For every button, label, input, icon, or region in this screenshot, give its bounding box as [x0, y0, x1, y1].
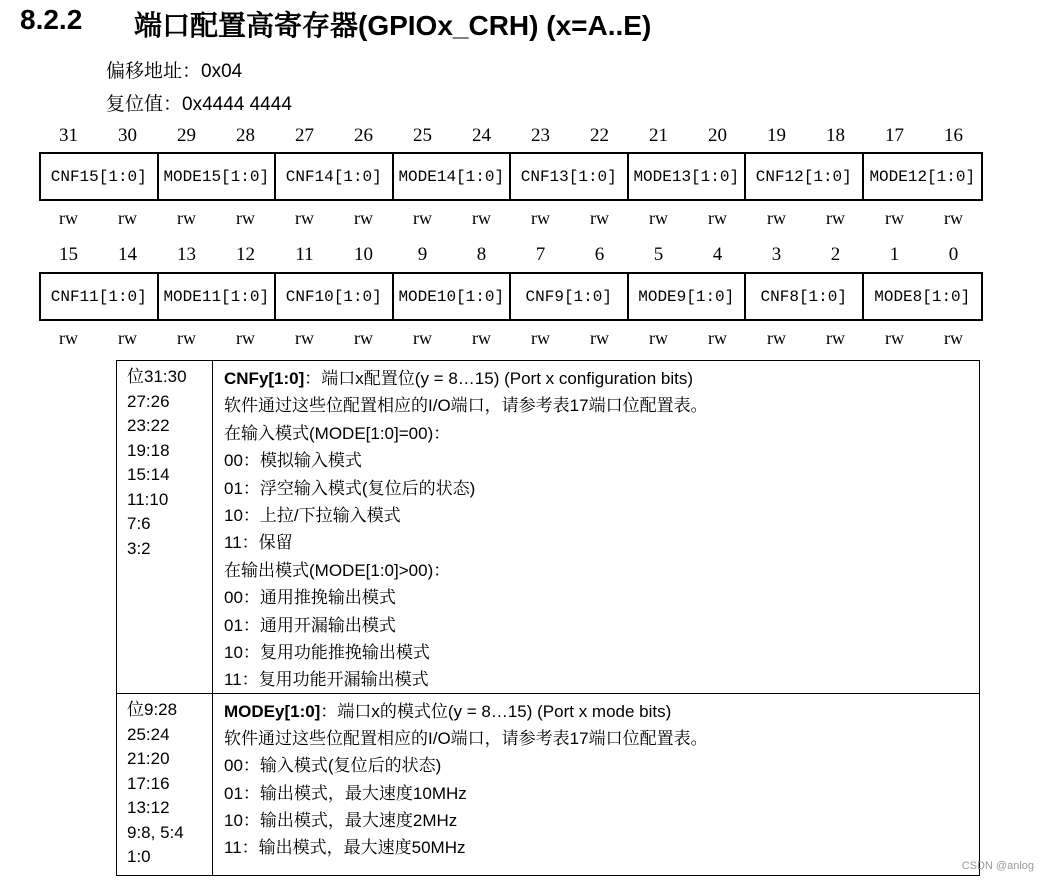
- description-line: 10：复用功能推挽输出模式: [224, 643, 430, 663]
- access-label: rw: [767, 328, 786, 348]
- register-field: CNF13[1:0]: [511, 154, 629, 199]
- description-line: 00：输入模式(复位后的状态): [224, 756, 442, 776]
- access-label: rw: [590, 208, 609, 228]
- bit-range: 位9:28: [127, 700, 178, 719]
- mode-description-row: [117, 694, 979, 875]
- access-label: rw: [708, 328, 727, 348]
- register-field: CNF9[1:0]: [511, 274, 629, 319]
- description-line: 11：保留: [224, 533, 293, 553]
- access-label: rw: [531, 328, 550, 348]
- bit-range: 19:18: [127, 440, 170, 460]
- access-label: rw: [472, 328, 491, 348]
- bit-number: 21: [649, 125, 668, 146]
- description-line: 01：通用开漏输出模式: [224, 615, 396, 635]
- description-line: 01：浮空输入模式(复位后的状态): [224, 478, 476, 498]
- bit-number: 6: [594, 244, 605, 265]
- section-number: 8.2.2: [20, 4, 83, 35]
- access-label: rw: [177, 208, 196, 228]
- bit-number: 12: [236, 244, 255, 265]
- bit-number: 0: [948, 244, 959, 265]
- access-label: rw: [413, 328, 432, 348]
- cnf-title-text: ：端口x配置位(y = 8…15) (Port x configuration bits): [304, 369, 694, 388]
- description-line: 10：上拉/下拉输入模式: [224, 506, 401, 526]
- bit-number: 11: [295, 244, 314, 265]
- cnf-field-name: CNFy[1:0]: [224, 369, 305, 388]
- bit-number: 17: [885, 125, 904, 146]
- watermark: CSDN @anlog: [961, 860, 1034, 872]
- register-field: CNF12[1:0]: [746, 154, 864, 199]
- bit-number: 13: [177, 244, 196, 265]
- access-label: rw: [295, 208, 314, 228]
- access-label: rw: [59, 328, 78, 348]
- cnf-bit-positions: [117, 361, 213, 693]
- access-label: rw: [236, 208, 255, 228]
- bit-number: 1: [889, 244, 900, 265]
- bit-number: 29: [177, 125, 196, 146]
- register-field: CNF15[1:0]: [41, 154, 159, 199]
- register-field: MODE9[1:0]: [629, 274, 747, 319]
- bit-range: 3:2: [127, 538, 151, 558]
- lower-register-fields: [39, 272, 983, 321]
- access-label: rw: [354, 328, 373, 348]
- bit-range: 23:22: [127, 416, 170, 435]
- cnf-title: [224, 365, 975, 392]
- bit-range: 位31:30: [127, 367, 187, 386]
- register-field: MODE14[1:0]: [394, 154, 512, 199]
- bit-range: 15:14: [127, 465, 170, 484]
- bit-number: 10: [354, 244, 373, 265]
- lower-bit-numbers: [39, 244, 983, 268]
- bit-range: 11:10: [127, 489, 169, 509]
- access-label: rw: [649, 208, 668, 228]
- bit-number: 16: [944, 125, 963, 146]
- access-label: rw: [944, 328, 963, 348]
- description-line: 软件通过这些位配置相应的I/O端口，请参考表17端口位配置表。: [224, 729, 708, 749]
- register-field: MODE12[1:0]: [869, 167, 976, 186]
- mode-bit-positions: [117, 694, 213, 875]
- description-line: 在输出模式(MODE[1:0]>00)：: [224, 560, 451, 580]
- access-label: rw: [472, 208, 491, 228]
- bit-number: 23: [531, 125, 550, 146]
- bit-number: 5: [653, 244, 664, 265]
- bit-number: 7: [535, 244, 546, 265]
- bit-number: 14: [118, 244, 137, 265]
- access-label: rw: [826, 328, 845, 348]
- access-label: rw: [531, 208, 550, 228]
- bit-number: 19: [767, 125, 786, 146]
- upper-access-row: [39, 208, 983, 232]
- description-line: 01：输出模式，最大速度10MHz: [224, 783, 467, 803]
- description-line: 00：模拟输入模式: [224, 451, 362, 471]
- bit-number: 30: [118, 125, 137, 146]
- register-field: CNF10[1:0]: [276, 274, 394, 319]
- upper-bit-numbers: [39, 125, 983, 149]
- upper-register-fields: [39, 152, 983, 201]
- bit-range: 1:0: [127, 847, 151, 866]
- access-label: rw: [295, 328, 314, 348]
- access-label: rw: [826, 208, 845, 228]
- cnf-description: [224, 365, 975, 694]
- bit-range: 13:12: [127, 798, 170, 817]
- bit-number: 3: [771, 244, 782, 265]
- cnf-description-row: [117, 361, 979, 694]
- description-line: 11：复用功能开漏输出模式: [224, 670, 429, 690]
- register-field: MODE11[1:0]: [159, 274, 277, 319]
- access-label: rw: [590, 328, 609, 348]
- access-label: rw: [944, 208, 963, 228]
- mode-title-text: ：端口x的模式位(y = 8…15) (Port x mode bits): [320, 702, 672, 721]
- bit-range: 7:6: [127, 514, 151, 533]
- lower-access-row: [39, 328, 983, 352]
- access-label: rw: [177, 328, 196, 348]
- register-field: MODE10[1:0]: [394, 274, 512, 319]
- bit-number: 25: [413, 125, 432, 146]
- description-line: 11：输出模式，最大速度50MHz: [224, 838, 466, 858]
- access-label: rw: [767, 208, 786, 228]
- bit-number: 22: [590, 125, 609, 146]
- cnf-lines: [224, 392, 975, 693]
- access-label: rw: [59, 208, 78, 228]
- bit-number: 31: [59, 125, 78, 146]
- bit-number: 2: [830, 244, 841, 265]
- bit-number: 9: [417, 244, 428, 265]
- access-label: rw: [118, 328, 137, 348]
- mode-lines: [224, 725, 975, 861]
- section-title: 端口配置高寄存器(GPIOx_CRH) (x=A..E): [134, 10, 652, 41]
- mode-field-name: MODEy[1:0]: [224, 702, 321, 721]
- access-label: rw: [649, 328, 668, 348]
- offset-address: 偏移地址：0x04: [106, 61, 243, 82]
- bit-number: 18: [826, 125, 845, 146]
- register-field: CNF11[1:0]: [41, 274, 159, 319]
- bit-range: 25:24: [127, 724, 170, 744]
- bit-range: 21:20: [127, 749, 170, 768]
- bit-number: 24: [472, 125, 491, 146]
- register-field: CNF14[1:0]: [276, 154, 394, 199]
- register-field: MODE15[1:0]: [159, 154, 277, 199]
- bit-number: 20: [708, 125, 727, 146]
- access-label: rw: [708, 208, 727, 228]
- description-line: 软件通过这些位配置相应的I/O端口，请参考表17端口位配置表。: [224, 396, 708, 416]
- reset-value: 复位值：0x4444 4444: [106, 94, 292, 115]
- register-field: MODE8[1:0]: [874, 287, 971, 306]
- access-label: rw: [885, 208, 904, 228]
- access-label: rw: [885, 328, 904, 348]
- bit-number: 26: [354, 125, 373, 146]
- access-label: rw: [118, 208, 137, 228]
- access-label: rw: [354, 208, 373, 228]
- bit-number: 28: [236, 125, 255, 146]
- bit-number: 8: [476, 244, 487, 265]
- description-line: 在输入模式(MODE[1:0]=00)：: [224, 423, 451, 443]
- mode-description: [224, 698, 975, 861]
- description-line: 00：通用推挽输出模式: [224, 588, 396, 608]
- description-line: 10：输出模式，最大速度2MHz: [224, 810, 458, 830]
- bit-range: 27:26: [127, 391, 170, 411]
- bit-number: 27: [295, 125, 314, 146]
- mode-title: [224, 698, 975, 725]
- register-field: MODE13[1:0]: [629, 154, 747, 199]
- access-label: rw: [236, 328, 255, 348]
- bit-number: 4: [712, 244, 723, 265]
- access-label: rw: [413, 208, 432, 228]
- bit-range: 17:16: [127, 773, 170, 793]
- bit-number: 15: [59, 244, 78, 265]
- register-field: CNF8[1:0]: [746, 274, 864, 319]
- bit-range: 9:8, 5:4: [127, 822, 184, 842]
- bit-description-table: [116, 360, 980, 876]
